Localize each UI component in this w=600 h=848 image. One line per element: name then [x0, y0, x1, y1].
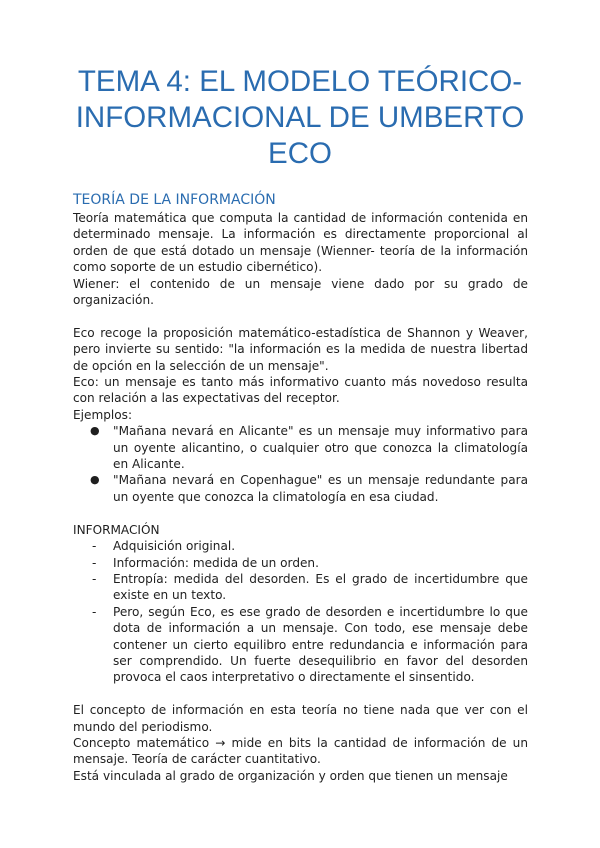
paragraph: Eco recoge la proposición matemático-estadística de Shannon y Weaver, pero invierte su sentido: "la información es la medida de nuestra libertad de opción en la selección de un mensaje". — [73, 325, 528, 373]
paragraph: Wiener: el contenido de un mensaje viene dado por su grado de organización. — [73, 276, 528, 308]
list-item-text: Adquisición original. — [113, 539, 236, 554]
paragraph: Eco: un mensaje es tanto más informativo cuanto más novedoso resulta con relación a las expectativas del receptor. — [73, 375, 528, 406]
list-item — [73, 538, 528, 554]
bullet-icon: ● — [90, 473, 100, 487]
section-heading-teoria: TEORÍA DE LA INFORMACIÓN — [73, 192, 276, 208]
list-item — [73, 604, 528, 686]
dash-icon: - — [92, 604, 97, 619]
list-item — [73, 423, 528, 472]
list-item — [73, 472, 528, 505]
section-heading-informacion: INFORMACIÓN — [73, 522, 160, 537]
list-item — [73, 571, 528, 604]
document-body — [73, 191, 528, 784]
bullet-icon: ● — [90, 424, 100, 438]
list-item-text: Entropía: medida del desorden. Es el grado de incertidumbre que existe en un texto. — [113, 571, 528, 603]
dash-icon: - — [92, 555, 97, 570]
list-item-text: "Mañana nevará en Copenhague" es un mensaje redundante para un oyente que conozca la climatología en esa ciudad. — [113, 473, 528, 504]
dash-icon: - — [92, 539, 97, 554]
page-title: TEMA 4: EL MODELO TEÓRICO-INFORMACIONAL DE UMBERTO ECO — [75, 65, 525, 170]
paragraph: Concepto matemático → mide en bits la cantidad de información de un mensaje. Teoría de carácter cuantitativo. — [73, 735, 528, 767]
paragraph: El concepto de información en esta teoría no tiene nada que ver con el mundo del periodismo. — [73, 703, 528, 734]
paragraph: Teoría matemática que computa la cantidad de información contenida en determinado mensaje. La información es directamente proporcional al orden de que está dotado un mensaje (Wienner- teoría de la información como soporte de un estudio cibernético). — [73, 211, 528, 275]
paragraph: Ejemplos: — [73, 407, 133, 422]
list-item-text: Pero, según Eco, es ese grado de desorden e incertidumbre lo que dota de información a un mensaje. Con todo, ese mensaje debe contener un cierto equilibro entre redundancia e información para ser comprendido. Un fuerte desequilibrio en favor del desorden provoca el caos interpretativo o directamente el sinsentido. — [113, 604, 528, 685]
dash-icon: - — [92, 571, 97, 586]
informacion-list — [73, 538, 528, 686]
paragraph: Está vinculada al grado de organización y orden que tienen un mensaje — [73, 768, 508, 783]
list-item — [73, 555, 528, 571]
list-item-text: "Mañana nevará en Alicante" es un mensaje muy informativo para un oyente alicantino, o cualquier otro que conozca la climatología en Alicante. — [113, 424, 528, 472]
list-item-text: Información: medida de un orden. — [113, 555, 319, 570]
examples-list — [73, 423, 528, 505]
